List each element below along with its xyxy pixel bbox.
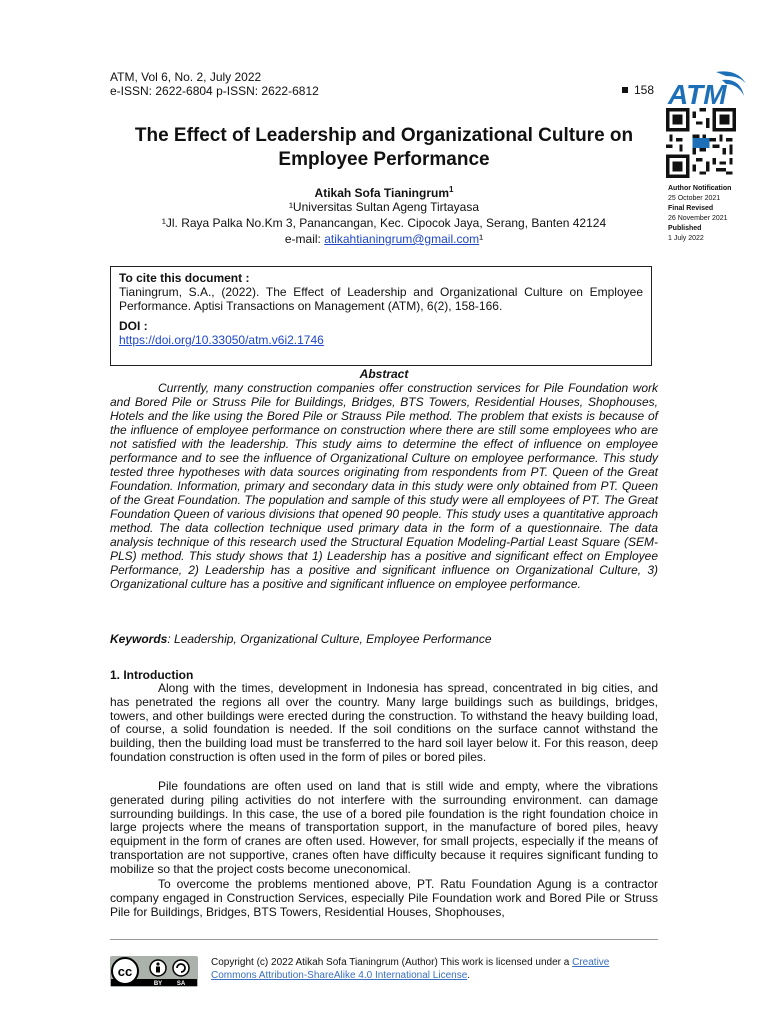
journal-line: ATM, Vol 6, No. 2, July 2022 xyxy=(110,70,262,84)
published-label: Published xyxy=(668,225,702,232)
footer-divider xyxy=(110,939,658,940)
svg-text:SA: SA xyxy=(176,981,186,987)
intro-paragraph-1: Along with the times, development in Indonesia has spread, concentrated in big cities, and has penetrated the regions all over the country. Many large buildings such as buildings, bridges, towers, and other buildings were erected during the construction. To withstand the heavy building load, of course, a solid foundation is needed. If the soil conditions on the surface cannot withstand the building, then the building load must be transferred to the hard soil layer below it. For this reason, deep foundation construction is often used in the form of piles or bored piles. xyxy=(110,681,658,764)
intro-paragraph-2: Pile foundations are often used on land that is still wide and empty, where the vibrations generated during piling activities do not interfere with the surrounding environment. can damage surrounding buildings. In this case, the use of a bored pile foundation is the right foundation choice in large projects where the means of transportation support, in the manufacture of bored piles, heavy equipment in the form of cranes are often used. However, for small projects, especially if the means of transportation are not supportive, cranes often have difficulty because it requires significant funding to mobilize so that the project costs become uneconomical. xyxy=(110,779,658,876)
keywords: Keywords: Leadership, Organizational Culture, Employee Performance xyxy=(110,632,492,646)
doi-link[interactable]: https://doi.org/10.33050/atm.v6i2.1746 xyxy=(119,333,324,347)
author-name: Atikah Sofa Tianingrum$^1$ xyxy=(314,185,454,200)
author-notification-label: Author Notification xyxy=(668,185,732,192)
email-line: e-mail: atikahtianingrum@gmail.com¹ xyxy=(284,232,484,246)
intro-paragraph-3: To overcome the problems mentioned above, PT. Ratu Foundation Agung is a contractor company engaged in Construction Services, especially Pile Foundation work and Bored Pile or Struss Pile for Buildings, Bridges, BTS Towers, Residential Houses, Shophouses, xyxy=(110,877,658,919)
paper-title: The Effect of Leadership and Organizational Culture on Employee Performance xyxy=(134,125,634,170)
by-person-icon xyxy=(156,967,160,973)
cite-text: Tianingrum, S.A., (2022). The Effect of Leadership and Organizational Culture on Employee Performance. Aptisi Transactions on Management (ATM), 6(2), 158-166. xyxy=(119,285,643,313)
abstract-text: Currently, many construction companies offer construction services for Pile Foundation work and Bored Pile or Struss Pile for Buildings, Bridges, BTS Towers, Residential Houses, Shophouses, Hotels and the like using the Bored Pile or Strauss Pile method. The problem that exists is because of the influence of employee performance on construction where there are still some employees who are not satisfied with the leadership. This study aims to determine the effect of influence on employee performance and to see the influence of Organizational Culture on employee performance. This study tested three hypotheses with data sources originating from respondents from PT. Queen of the Great Foundation. Information, primary and secondary data in this study were only obtained from PT. Queen of the Great Foundation. The population and sample of this study were all employees of PT. The Great Foundation Queen of various divisions that opened 90 people. This study uses a quantitative approach method. The data collection technique used primary data in the form of a questionnaire. The data analysis technique of this research used the Structural Equation Modeling-Partial Least Square (SEM-PLS) method. This study shows that 1) Leadership has a positive and significant effect on Employee Performance, 2) Leadership has a positive and significant influence on Organizational Culture, 3) Organizational culture has a positive and significant influence on employee performance. xyxy=(110,381,658,591)
license-link[interactable]: Creative Commons Attribution-ShareAlike 4.0 International License xyxy=(211,957,610,981)
issn-line: e-ISSN: 2622-6804 p-ISSN: 2622-6812 xyxy=(110,84,319,98)
final-revised-label: Final Revised xyxy=(668,205,714,212)
citation-box xyxy=(110,266,652,366)
qr-code xyxy=(666,108,736,178)
abstract-heading: Abstract xyxy=(359,367,409,381)
page-number: 158 xyxy=(622,83,654,97)
copyright-notice: Copyright (c) 2022 Atikah Sofa Tianingrum (Author) This work is licensed under a Creative Commons Attribution-ShareAlike 4.0 International License. xyxy=(211,957,610,981)
svg-text:BY: BY xyxy=(153,981,163,987)
atm-logo xyxy=(666,66,750,108)
email-link[interactable]: atikahtianingrum@gmail.com xyxy=(324,232,480,246)
cite-label: To cite this document : xyxy=(119,271,250,285)
doi-label: DOI : xyxy=(119,319,148,333)
author-notification-date: 25 October 2021 xyxy=(668,195,721,202)
cc-icon: cc xyxy=(117,964,133,979)
affiliation: ¹Universitas Sultan Ageng Tirtayasa xyxy=(288,200,480,214)
published-date: 1 July 2022 xyxy=(668,235,704,242)
section-heading-introduction: 1. Introduction xyxy=(110,668,194,682)
cc-by-sa-badge[interactable] xyxy=(110,956,198,987)
address: ¹Jl. Raya Palka No.Km 3, Panancangan, Kec. Cipocok Jaya, Serang, Banten 42124 xyxy=(161,216,607,230)
atm-logo-text: ATM xyxy=(668,79,727,108)
bullet-square-icon xyxy=(622,87,628,93)
final-revised-date: 26 November 2021 xyxy=(668,215,728,222)
